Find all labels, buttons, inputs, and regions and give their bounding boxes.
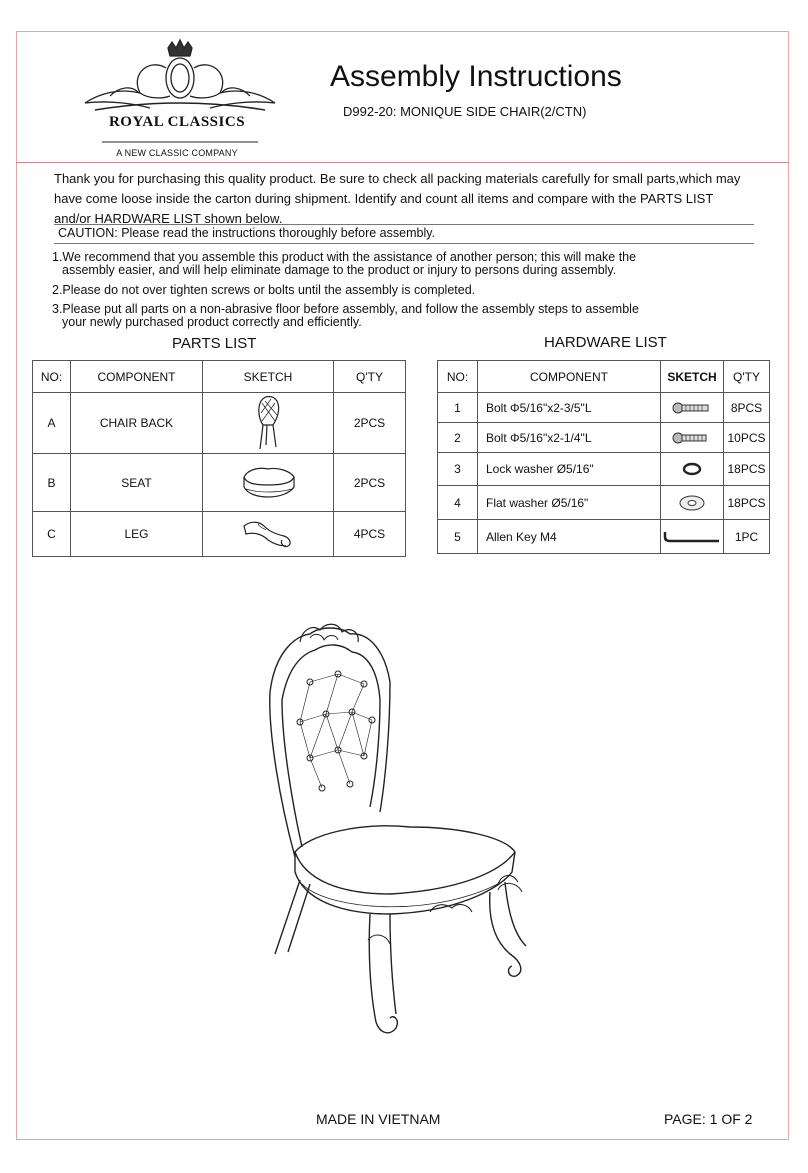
origin-label: MADE IN VIETNAM [316,1111,441,1127]
part-qty: 4PCS [334,512,406,557]
hardware-sketch [661,486,724,520]
part-component: LEG [71,512,203,557]
allen-key-icon [662,529,722,545]
hardware-qty: 8PCS [724,393,770,423]
hardware-list-table [437,360,770,554]
leg-icon [238,516,298,552]
instruction-2 [52,284,475,297]
intro-paragraph: Thank you for purchasing this quality product. Be sure to check all packing materials carefully for small parts,which may have come loose inside the carton during shipment. Identify and count all items and compare with the PARTS LIST and/or HARDWARE LIST shown below. [54,171,741,226]
seat-icon [238,463,298,503]
header-qty: Q'TY [724,361,770,393]
part-no: A [33,393,71,454]
hardware-no: 1 [438,393,478,423]
table-row [438,486,770,520]
part-no: B [33,454,71,512]
hardware-no: 5 [438,520,478,554]
hardware-sketch [661,453,724,486]
header-component: COMPONENT [478,361,661,393]
part-sketch [203,393,334,454]
hardware-no: 2 [438,423,478,453]
header-no: NO: [33,361,71,393]
header-component: COMPONENT [71,361,203,393]
hardware-list-title: HARDWARE LIST [544,334,667,351]
instruction-1 [52,251,636,277]
header-no: NO: [438,361,478,393]
part-no: C [33,512,71,557]
table-row [33,393,406,454]
model-number: D992-20: MONIQUE SIDE CHAIR(2/CTN) [343,104,587,119]
instruction-1-line2: assembly easier, and will help eliminate damage to the product or injury to persons during assembly. [62,263,617,277]
hardware-sketch [661,393,724,423]
table-row [438,423,770,453]
part-component: CHAIR BACK [71,393,203,454]
table-header-row [33,361,406,393]
table-row [33,454,406,512]
table-row [33,512,406,557]
instruction-3-line1: 3.Please put all parts on a non-abrasive floor before assembly, and follow the assembly steps to assemble [52,302,639,316]
caution-top-rule [54,224,754,225]
hardware-qty: 1PC [724,520,770,554]
hardware-sketch [661,423,724,453]
royal-classics-logo [80,38,280,163]
header-sketch: SKETCH [661,361,724,393]
table-row [438,453,770,486]
caution-bottom-rule [54,243,754,244]
hardware-component: Flat washer Ø5/16" [478,486,661,520]
hardware-no: 4 [438,486,478,520]
bolt-icon [672,400,712,416]
parts-list-table [32,360,406,557]
part-qty: 2PCS [334,454,406,512]
table-header-row [438,361,770,393]
hardware-component: Lock washer Ø5/16" [478,453,661,486]
parts-list-title: PARTS LIST [172,335,257,352]
hardware-component: Allen Key M4 [478,520,661,554]
page-number: PAGE: 1 OF 2 [664,1111,753,1127]
brand-tagline: A NEW CLASSIC COMPANY [116,148,238,158]
header-qty: Q'TY [334,361,406,393]
chair-back-icon [253,395,283,451]
part-component: SEAT [71,454,203,512]
hardware-qty: 10PCS [724,423,770,453]
hardware-component: Bolt Φ5/16"x2-1/4"L [478,423,661,453]
part-sketch [203,454,334,512]
hardware-qty: 18PCS [724,453,770,486]
instruction-3 [52,303,639,329]
bolt-icon [672,430,712,446]
table-row [438,520,770,554]
page-title: Assembly Instructions [330,60,622,93]
lock-washer-icon [680,461,704,477]
chair-illustration [240,622,540,1052]
flat-washer-icon [677,494,707,512]
hardware-component: Bolt Φ5/16"x2-3/5"L [478,393,661,423]
instruction-1-line1: 1.We recommend that you assemble this product with the assistance of another person; this will make the [52,250,637,264]
hardware-no: 3 [438,453,478,486]
brand-name: ROYAL CLASSICS [108,114,246,130]
header-sketch: SKETCH [203,361,334,393]
part-qty: 2PCS [334,393,406,454]
hardware-sketch [661,520,724,554]
table-row [438,393,770,423]
part-sketch [203,512,334,557]
caution-text: CAUTION: Please read the instructions thoroughly before assembly. [58,226,436,240]
instruction-3-line2: your newly purchased product correctly and efficiently. [62,315,362,329]
hardware-qty: 18PCS [724,486,770,520]
instruction-2-line1: 2.Please do not over tighten screws or bolts until the assembly is completed. [52,283,476,297]
